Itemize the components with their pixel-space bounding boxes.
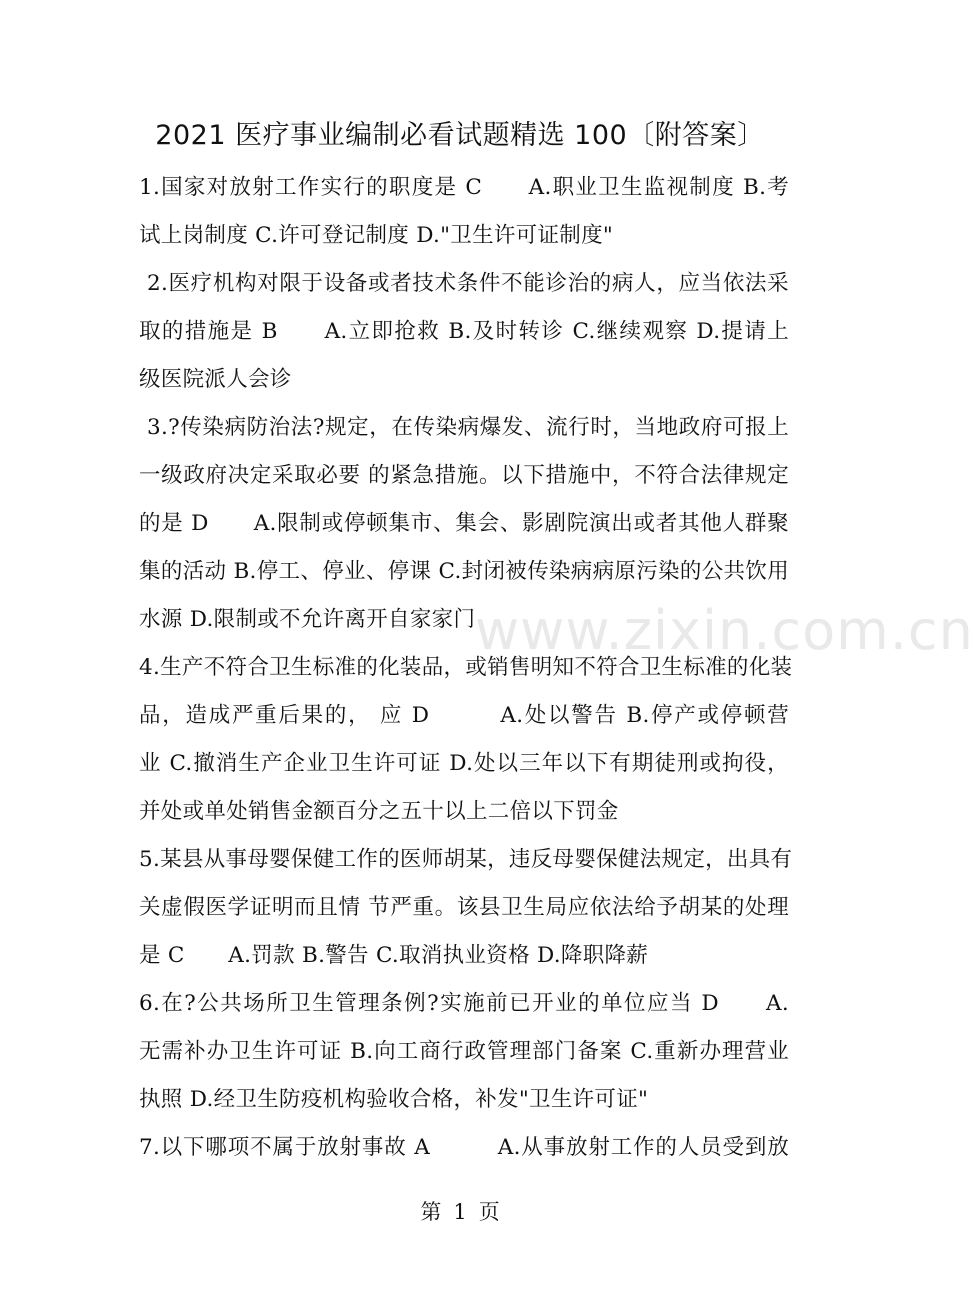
text-line: 集的活动 B.停工、停业、停课 C.封闭被传染病病原污染的公共饮用 [139,559,789,584]
text-line: 并处或单处销售金额百分之五十以上二倍以下罚金 [139,799,619,824]
text-line: 无需补办卫生许可证 B.向工商行政管理部门备案 C.重新办理营业 [139,1039,789,1064]
watermark: www.zixin.com.cn [475,599,974,662]
text-line: 2.医疗机构对限于设备或者技术条件不能诊治的病人，应当依法采 [147,271,789,296]
text-line: 7.以下哪项不属于放射事故 A A.从事放射工作的人员受到放 [139,1135,789,1160]
text-line: 试上岗制度 C.许可登记制度 D."卫生许可证制度" [139,223,614,248]
document-title: 2021 医疗事业编制必看试题精选 100〔附答案〕 [155,120,765,151]
page-number: 1 [453,1200,467,1224]
text-line: 5.某县从事母婴保健工作的医师胡某，违反母婴保健法规定，出具有 [139,847,793,872]
text-line: 水源 D.限制或不允许离开自家家门 [139,607,476,632]
text-line: 的是 D A.限制或停顿集市、集会、影剧院演出或者其他人群聚 [139,511,789,536]
text-line: 取的措施是 B A.立即抢救 B.及时转诊 C.继续观察 D.提请上 [139,319,789,344]
page-footer [0,1192,920,1232]
document-body [139,164,793,1172]
text-line: 级医院派人会诊 [139,367,292,392]
text-line: 6.在?公共场所卫生管理条例?实施前已开业的单位应当 D A. [139,991,789,1016]
text-line: 关虚假医学证明而且情 节严重。该县卫生局应依法给予胡某的处理 [139,895,789,920]
text-line: 是 C A.罚款 B.警告 C.取消执业资格 D.降职降薪 [139,943,649,968]
text-line: 1.国家对放射工作实行的职度是 C A.职业卫生监视制度 B.考 [139,175,789,200]
text-line: 3.?传染病防治法?规定，在传染病爆发、流行时，当地政府可报上 [147,415,789,440]
text-line: 业 C.撤消生产企业卫生许可证 D.处以三年以下有期徒刑或拘役， [139,751,789,776]
text-line: 执照 D.经卫生防疫机构验收合格，补发"卫生许可证" [139,1087,649,1112]
text-line: 4.生产不符合卫生标准的化装品，或销售明知不符合卫生标准的化装 [139,655,793,680]
footer-prefix: 第 [420,1200,442,1224]
text-line: 品，造成严重后果的， 应 D A.处以警告 B.停产或停顿营 [139,703,789,728]
footer-suffix: 页 [478,1200,500,1224]
text-line: 一级政府决定采取必要 的紧急措施。以下措施中，不符合法律规定 [139,463,789,488]
